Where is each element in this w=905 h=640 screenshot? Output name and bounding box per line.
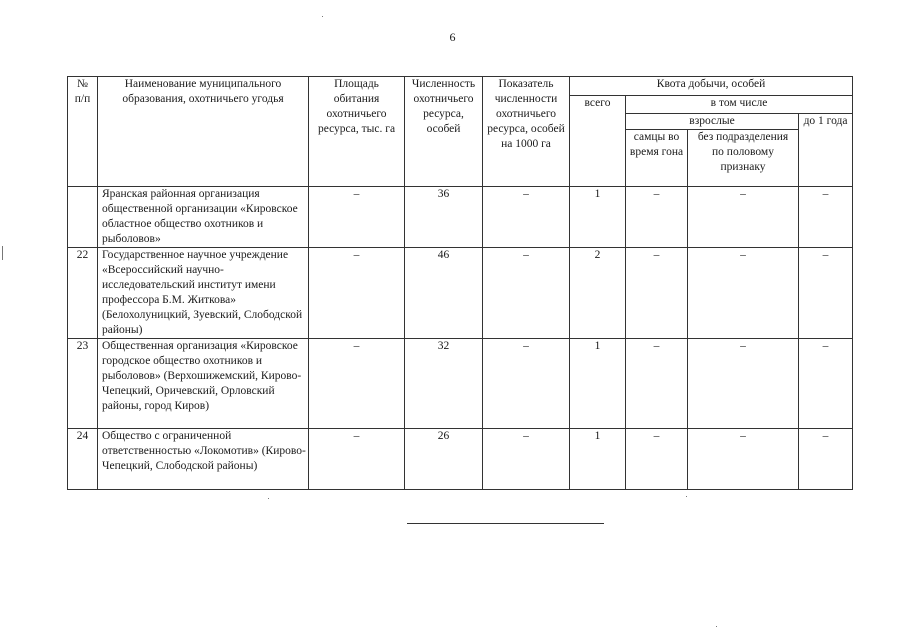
header-count: Численность охотничьего ресурса, особей [405,77,483,187]
row-name: Общество с ограниченной ответственностью «Локомотив» (Кирово-Чепецкий, Слободской районы) [98,429,309,490]
row-name: Государственное научное учреждение «Всероссийский научно-исследовательский институт имени профессора Б.М. Житкова» (Белохолуницкий, Зуевский, Слободской районы) [98,248,309,339]
table-row [68,339,853,429]
row-area: – [309,339,405,429]
table-row [68,248,853,339]
header-including: в том числе [626,96,853,114]
table-row [68,187,853,248]
table-row [68,429,853,490]
row-num: 22 [68,248,98,339]
page-number: 6 [449,30,456,44]
row-density: – [483,429,570,490]
scan-speck [2,246,3,260]
header-young: до 1 года [799,114,853,187]
scan-speck [716,626,717,627]
header-total: всего [570,96,626,187]
header-adults: взрослые [626,114,799,130]
row-count: 36 [405,187,483,248]
row-num: 24 [68,429,98,490]
row-count: 46 [405,248,483,339]
header-quota: Квота добычи, особей [570,77,853,96]
header-no-sex: без подразделения по половому признаку [688,130,799,187]
row-no-sex: – [688,187,799,248]
row-density: – [483,248,570,339]
row-name: Общественная организация «Кировское городское общество охотников и рыболовов» (Верхошижемский, Кирово-Чепецкий, Оричевский, Орловский районы, город Киров) [98,339,309,429]
row-total: 1 [570,429,626,490]
row-density: – [483,339,570,429]
row-num [68,187,98,248]
header-num: № п/п [68,77,98,187]
row-no-sex: – [688,248,799,339]
row-count: 32 [405,339,483,429]
header-area: Площадь обитания охотничьего ресурса, тыс. га [309,77,405,187]
scan-speck [686,496,687,497]
row-area: – [309,248,405,339]
row-males: – [626,248,688,339]
row-count: 26 [405,429,483,490]
row-males: – [626,429,688,490]
row-no-sex: – [688,429,799,490]
row-density: – [483,187,570,248]
row-area: – [309,429,405,490]
row-young: – [799,187,853,248]
header-density: Показатель численности охотничьего ресурса, особей на 1000 га [483,77,570,187]
row-total: 1 [570,339,626,429]
row-area: – [309,187,405,248]
hunting-quota-table [67,76,853,490]
row-young: – [799,248,853,339]
scan-speck [268,498,269,499]
row-no-sex: – [688,339,799,429]
header-name: Наименование муниципального образования, охотничьего угодья [98,77,309,187]
row-num: 23 [68,339,98,429]
scan-speck [322,16,323,17]
header-males: самцы во время гона [626,130,688,187]
row-total: 1 [570,187,626,248]
row-name: Яранская районная организация общественной организации «Кировское областное общество охотников и рыболовов» [98,187,309,248]
closing-separator-line [407,523,604,524]
row-young: – [799,429,853,490]
row-young: – [799,339,853,429]
row-total: 2 [570,248,626,339]
row-males: – [626,187,688,248]
row-males: – [626,339,688,429]
